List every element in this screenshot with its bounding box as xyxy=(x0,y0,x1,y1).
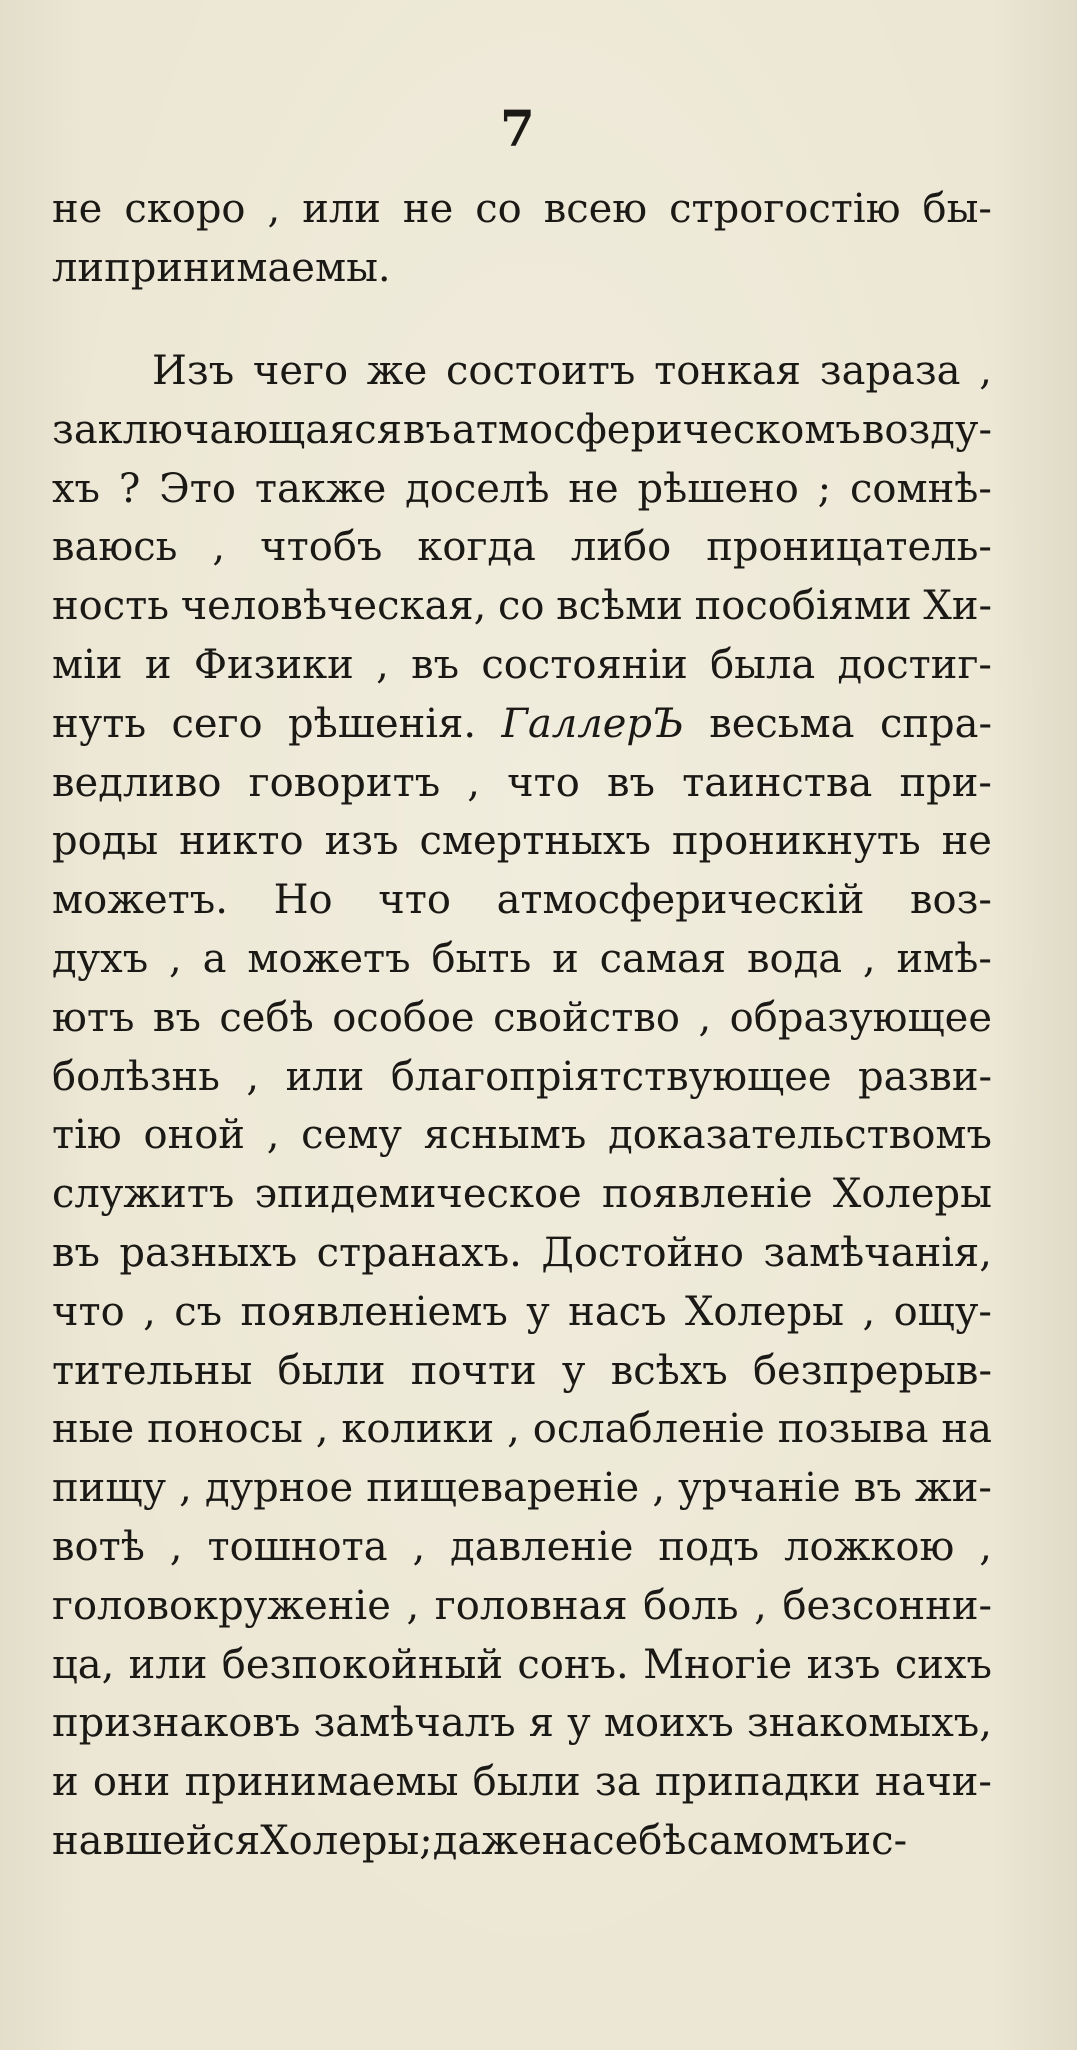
text-line: роды никто изъ смертныхъ проникнуть не xyxy=(52,818,992,865)
text-line: хъ ? Это также доселѣ не рѣшено ; сомнѣ- xyxy=(52,465,992,512)
text-line: ца, или безпокойный сонъ. Многіе изъ сихъ xyxy=(52,1641,992,1688)
text-line: ные поносы , колики , ослабленіе позыва на xyxy=(52,1406,992,1453)
text-line: тію оной , сему яснымъ доказательствомъ xyxy=(52,1112,992,1159)
text-line: и они принимаемы были за припадки начи- xyxy=(52,1759,992,1806)
text-line: головокруженіе , головная боль , безсонни- xyxy=(52,1582,992,1629)
text-line: вотѣ , тошнота , давленіе подъ ложкою , xyxy=(52,1523,992,1570)
text-line: ваюсь , чтобъ когда либо проницатель- xyxy=(52,524,992,571)
text-line: навшейся Холеры; даже на себѣ самомъ ис- xyxy=(52,1817,908,1864)
text-line: въ разныхъ странахъ. Достойно замѣчанія, xyxy=(52,1229,992,1276)
paragraph-spacer xyxy=(52,298,992,342)
text-line: тительны были почти у всѣхъ безпрерыв- xyxy=(52,1347,992,1394)
text-line: признаковъ замѣчалъ я у моихъ знакомыхъ, xyxy=(52,1700,992,1747)
text-line: ность человѣческая, со всѣми пособіями Хи- xyxy=(52,583,992,630)
page-number: 7 xyxy=(500,99,535,158)
text-line: служитъ эпидемическое появленіе Холеры xyxy=(52,1171,992,1218)
text-line: ютъ въ себѣ особое свойство , образующее xyxy=(52,994,992,1041)
text-line: міи и Физики , въ состояніи была достиг- xyxy=(52,641,992,688)
text-line: заключающаяся въ атмосферическомъ возду- xyxy=(52,406,992,453)
text-line: Изъ чего же состоитъ тонкая зараза , xyxy=(152,347,992,394)
body-text xyxy=(52,180,992,1870)
text-line: что , съ появленіемъ у насъ Холеры , ощу- xyxy=(52,1288,992,1335)
text-line: нуть сего рѣшенія. ГаллерЪ весьма спра- xyxy=(52,700,992,747)
text-line: ведливо говоритъ , что въ таинства при- xyxy=(52,759,992,806)
text-line: болѣзнь , или благопріятствующее разви- xyxy=(52,1053,992,1100)
text-line: духъ , а можетъ быть и самая вода , имѣ- xyxy=(52,935,992,982)
text-line: пищу , дурное пищевареніе , урчаніе въ жи- xyxy=(52,1465,992,1512)
text-line: не скоро , или не со всею строгостію бы- xyxy=(52,186,992,233)
text-line: можетъ. Но что атмосферическій воз- xyxy=(52,877,992,924)
text-line: ли принимаемы. xyxy=(52,245,391,292)
